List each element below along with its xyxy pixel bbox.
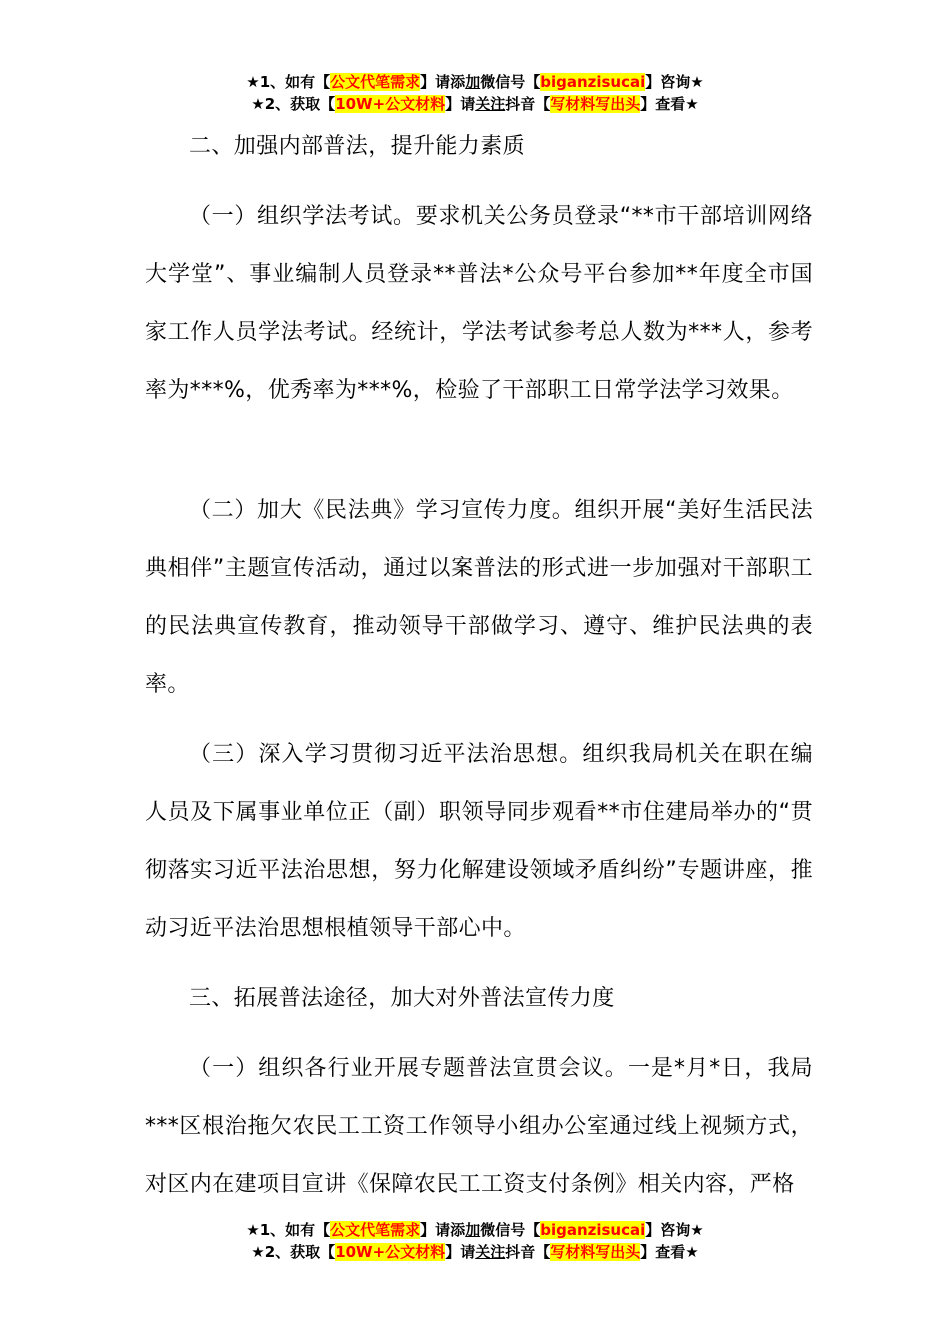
footer-line-2: ★2、获取【10W+公文材料】请关注抖音【写材料写出头】查看★ xyxy=(251,1243,699,1261)
highlight-wechat-id: biganzisucai xyxy=(540,73,646,91)
highlight-ghostwriting: 公文代笔需求 xyxy=(330,73,421,91)
paragraph-industry-meetings: （一）组织各行业开展专题普法宣贯会议。一是*月*日，我局***区根治拖欠农民工工资工作领导小组办公室通过线上视频方式，对区内在建项目宣讲《保障农民工工资支付条例》相关内容，严格 xyxy=(145,1056,813,1197)
paragraph-civil-code: （二）加大《民法典》学习宣传力度。组织开展“美好生活民法典相伴”主题宣传活动，通过以案普法的形式进一步加强对干部职工的民法典宣传教育，推动领导干部做学习、遵守、维护民法典的表率。 xyxy=(145,498,813,697)
header-banner xyxy=(0,71,950,115)
highlight-materials: 10W+公文材料 xyxy=(335,95,446,113)
section-heading-3: 三、拓展普法途径，加大对外普法宣传力度 xyxy=(189,986,615,1011)
banner-line-2: ★2、获取【10W+公文材料】请关注抖音【写材料写出头】查看★ xyxy=(251,95,699,113)
paragraph-xi-thought: （三）深入学习贯彻习近平法治思想。组织我局机关在职在编人员及下属事业单位正（副）职领导同步观看**市住建局举办的“贯彻落实习近平法治思想，努力化解建设领域矛盾纠纷”专题讲座，推动习近平法治思想根植领导干部心中。 xyxy=(145,742,813,941)
paragraph-study-exam: （一）组织学法考试。要求机关公务员登录“**市干部培训网络大学堂”、事业编制人员登录**普法*公众号平台参加**年度全市国家工作人员学法考试。经统计，学法考试参考总人数为***人，参考率为***%，优秀率为***%，检验了干部职工日常学法学习效果。 xyxy=(145,204,813,403)
section-heading-2: 二、加强内部普法，提升能力素质 xyxy=(189,134,526,159)
footer-line-1: ★1、如有【公文代笔需求】请添加微信号【biganzisucai】咨询★ xyxy=(246,1221,704,1239)
footer-banner xyxy=(0,1219,950,1263)
highlight-douyin: 写材料写出头 xyxy=(550,95,641,113)
document-body xyxy=(145,118,813,1214)
banner-line-1: ★1、如有【公文代笔需求】请添加微信号【biganzisucai】咨询★ xyxy=(246,73,704,91)
